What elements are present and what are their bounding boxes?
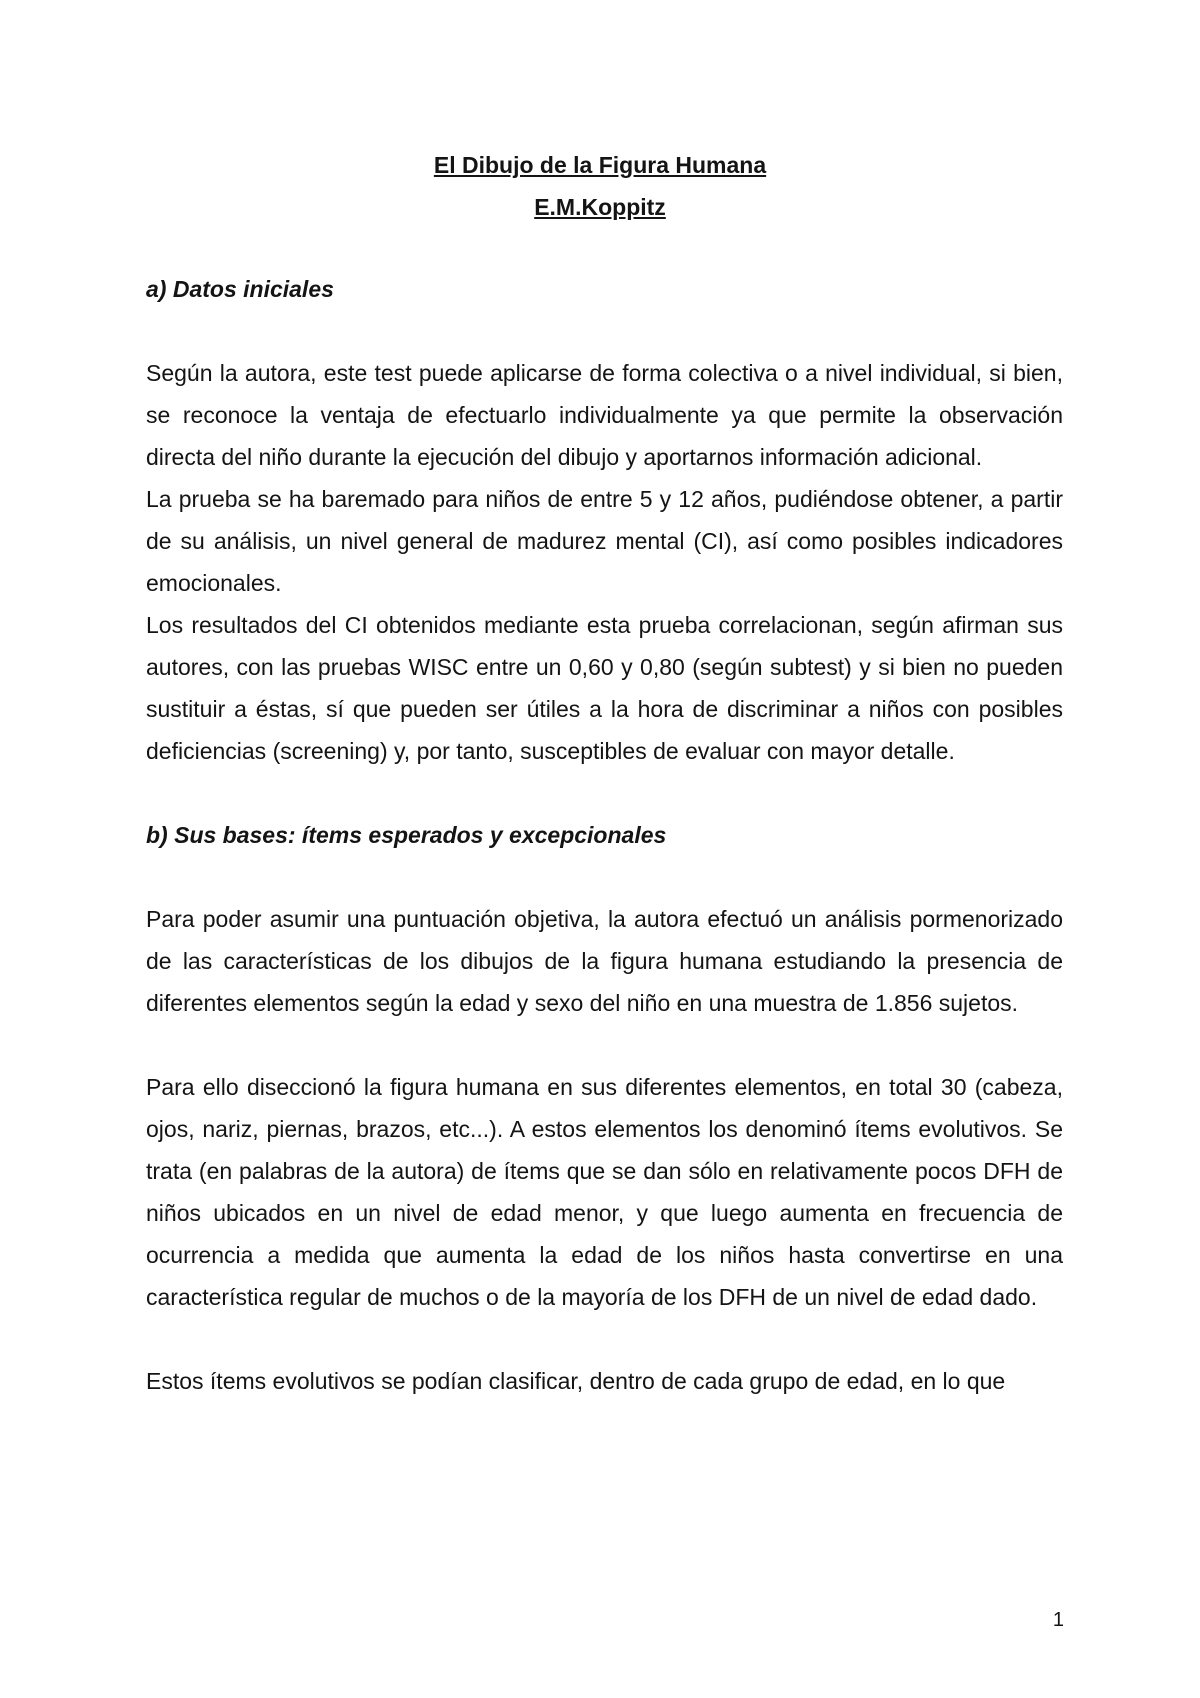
document-title: El Dibujo de la Figura Humana [433,152,767,178]
section-a-paragraph-3: Los resultados del CI obtenidos mediante esta prueba correlacionan, según afirman sus autores, con las pruebas WISC entre un 0,60 y 0,80 (según subtest) y si bien no pueden sustituir a éstas, sí que pueden ser útiles a la hora de discriminar a niños con posibles deficiencias (screening) y, por tanto, susceptibles de evaluar con mayor detalle. [146,612,1063,764]
section-b-paragraph-1: Para poder asumir una puntuación objetiva, la autora efectuó un análisis pormenorizado de las características de los dibujos de la figura humana estudiando la presencia de diferentes elementos según la edad y sexo del niño en una muestra de 1.856 sujetos. [146,906,1063,1016]
section-b-paragraph-2: Para ello diseccionó la figura humana en sus diferentes elementos, en total 30 (cabeza, ojos, nariz, piernas, brazos, etc...). A estos elementos los denominó ítems evolutivos. Se trata (en palabras de la autora) de ítems que se dan sólo en relativamente pocos DFH de niños ubicados en un nivel de edad menor, y que luego aumenta en frecuencia de ocurrencia a medida que aumenta la edad de los niños hasta convertirse en una característica regular de muchos o de la mayoría de los DFH de un nivel de edad dado. [146,1074,1063,1310]
title-block [0,144,1200,228]
section-b-paragraph-3: Estos ítems evolutivos se podían clasificar, dentro de cada grupo de edad, en lo que [146,1368,1006,1394]
page-number: 1 [1052,1609,1064,1631]
document-author: E.M.Koppitz [534,194,666,220]
section-a-heading: a) Datos iniciales [146,276,334,302]
section-a-paragraph-2: La prueba se ha baremado para niños de entre 5 y 12 años, pudiéndose obtener, a partir de su análisis, un nivel general de madurez mental (CI), así como posibles indicadores emocionales. [146,486,1063,596]
section-a-paragraph-1: Según la autora, este test puede aplicarse de forma colectiva o a nivel individual, si bien, se reconoce la ventaja de efectuarlo individualmente ya que permite la observación directa del niño durante la ejecución del dibujo y aportarnos información adicional. [146,360,1063,470]
section-b-heading: b) Sus bases: ítems esperados y excepcionales [146,822,667,848]
document-body [146,268,1063,1402]
